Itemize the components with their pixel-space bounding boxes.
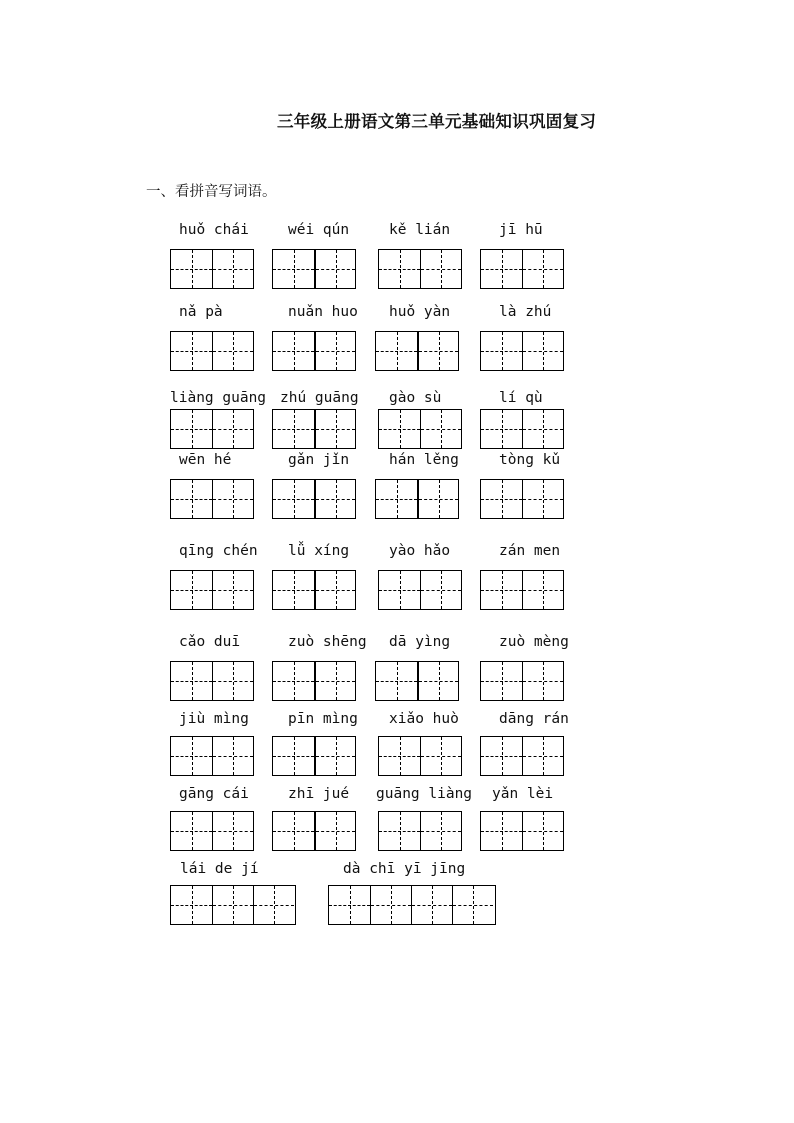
pinyin-label: yào hǎo bbox=[389, 543, 451, 559]
writing-cell[interactable] bbox=[212, 250, 253, 288]
writing-cell[interactable] bbox=[481, 410, 522, 448]
writing-cell[interactable] bbox=[314, 662, 355, 700]
writing-cell[interactable] bbox=[411, 886, 452, 924]
writing-boxes[interactable] bbox=[272, 331, 356, 371]
writing-cell[interactable] bbox=[420, 812, 461, 850]
writing-cell[interactable] bbox=[212, 886, 253, 924]
writing-boxes[interactable] bbox=[480, 331, 564, 371]
writing-cell[interactable] bbox=[212, 480, 253, 518]
pinyin-label: là zhú bbox=[499, 304, 552, 320]
writing-cell[interactable] bbox=[212, 662, 253, 700]
pinyin-label: huǒ chái bbox=[179, 222, 249, 238]
pinyin-label: kě lián bbox=[389, 222, 451, 238]
pinyin-label: lái de jí bbox=[180, 861, 259, 877]
pinyin-label: gào sù bbox=[389, 390, 442, 406]
writing-cell[interactable] bbox=[522, 480, 563, 518]
writing-boxes[interactable] bbox=[480, 661, 564, 701]
writing-cell[interactable] bbox=[273, 812, 314, 850]
pinyin-label: gāng cái bbox=[179, 786, 249, 802]
writing-cell[interactable] bbox=[314, 410, 355, 448]
writing-cell[interactable] bbox=[481, 737, 522, 775]
writing-cell[interactable] bbox=[420, 571, 461, 609]
pinyin-label: liàng guāng bbox=[170, 390, 267, 406]
writing-cell[interactable] bbox=[314, 571, 355, 609]
pinyin-label: nuǎn huo bbox=[288, 304, 358, 320]
writing-boxes[interactable] bbox=[170, 570, 254, 610]
writing-cell[interactable] bbox=[171, 737, 212, 775]
writing-cell[interactable] bbox=[522, 662, 563, 700]
writing-boxes[interactable] bbox=[272, 811, 356, 851]
pinyin-label: guāng liàng bbox=[376, 786, 473, 802]
writing-cell[interactable] bbox=[314, 737, 355, 775]
writing-boxes[interactable] bbox=[480, 736, 564, 776]
pinyin-label: hán lěng bbox=[389, 452, 459, 468]
writing-cell[interactable] bbox=[420, 410, 461, 448]
writing-cell[interactable] bbox=[379, 250, 420, 288]
writing-cell[interactable] bbox=[452, 886, 493, 924]
pinyin-label: jī hū bbox=[499, 222, 543, 238]
writing-boxes[interactable] bbox=[480, 409, 564, 449]
writing-cell[interactable] bbox=[273, 480, 314, 518]
writing-boxes[interactable] bbox=[375, 661, 459, 701]
pinyin-label: xiǎo huò bbox=[389, 711, 459, 727]
writing-cell[interactable] bbox=[212, 737, 253, 775]
pinyin-label: wéi qún bbox=[288, 222, 350, 238]
writing-cell[interactable] bbox=[481, 250, 522, 288]
pinyin-label: lǚ xíng bbox=[288, 543, 350, 559]
writing-boxes[interactable] bbox=[272, 409, 356, 449]
writing-cell[interactable] bbox=[417, 332, 458, 370]
writing-cell[interactable] bbox=[314, 332, 355, 370]
writing-cell[interactable] bbox=[212, 410, 253, 448]
writing-boxes[interactable] bbox=[272, 249, 356, 289]
writing-boxes[interactable] bbox=[170, 479, 254, 519]
writing-cell[interactable] bbox=[171, 886, 212, 924]
writing-cell[interactable] bbox=[273, 571, 314, 609]
writing-boxes[interactable] bbox=[328, 885, 496, 925]
pinyin-label: zán men bbox=[499, 543, 561, 559]
pinyin-label: pīn mìng bbox=[288, 711, 358, 727]
writing-cell[interactable] bbox=[379, 812, 420, 850]
writing-cell[interactable] bbox=[329, 886, 370, 924]
writing-boxes[interactable] bbox=[378, 736, 462, 776]
writing-boxes[interactable] bbox=[480, 479, 564, 519]
writing-cell[interactable] bbox=[273, 332, 314, 370]
pinyin-label: jiù mìng bbox=[179, 711, 249, 727]
writing-cell[interactable] bbox=[171, 480, 212, 518]
writing-boxes[interactable] bbox=[272, 736, 356, 776]
writing-cell[interactable] bbox=[522, 410, 563, 448]
writing-cell[interactable] bbox=[417, 662, 458, 700]
writing-cell[interactable] bbox=[370, 886, 411, 924]
writing-cell[interactable] bbox=[212, 812, 253, 850]
writing-cell[interactable] bbox=[171, 410, 212, 448]
pinyin-label: tòng kǔ bbox=[499, 452, 561, 468]
pinyin-label: qīng chén bbox=[179, 543, 258, 559]
writing-boxes[interactable] bbox=[480, 811, 564, 851]
writing-boxes[interactable] bbox=[170, 331, 254, 371]
writing-cell[interactable] bbox=[273, 410, 314, 448]
section-heading-pinyin: 一、看拼音写词语。 bbox=[146, 184, 277, 200]
writing-cell[interactable] bbox=[481, 812, 522, 850]
writing-cell[interactable] bbox=[212, 571, 253, 609]
writing-boxes[interactable] bbox=[378, 409, 462, 449]
writing-cell[interactable] bbox=[376, 332, 417, 370]
pinyin-label: nǎ pà bbox=[179, 304, 223, 320]
writing-boxes[interactable] bbox=[378, 811, 462, 851]
writing-boxes[interactable] bbox=[170, 885, 296, 925]
writing-cell[interactable] bbox=[522, 737, 563, 775]
writing-cell[interactable] bbox=[481, 662, 522, 700]
writing-boxes[interactable] bbox=[480, 570, 564, 610]
writing-cell[interactable] bbox=[171, 250, 212, 288]
writing-cell[interactable] bbox=[379, 737, 420, 775]
writing-cell[interactable] bbox=[481, 571, 522, 609]
writing-cell[interactable] bbox=[314, 480, 355, 518]
writing-cell[interactable] bbox=[420, 737, 461, 775]
pinyin-label: huǒ yàn bbox=[389, 304, 451, 320]
writing-cell[interactable] bbox=[481, 480, 522, 518]
writing-cell[interactable] bbox=[522, 250, 563, 288]
writing-cell[interactable] bbox=[314, 812, 355, 850]
writing-cell[interactable] bbox=[171, 571, 212, 609]
pinyin-label: dāng rán bbox=[499, 711, 569, 727]
pinyin-label: zhú guāng bbox=[280, 390, 359, 406]
pinyin-label: zhī jué bbox=[288, 786, 350, 802]
writing-boxes[interactable] bbox=[272, 479, 356, 519]
writing-boxes[interactable] bbox=[378, 249, 462, 289]
writing-cell[interactable] bbox=[379, 410, 420, 448]
writing-boxes[interactable] bbox=[480, 249, 564, 289]
writing-cell[interactable] bbox=[522, 332, 563, 370]
writing-cell[interactable] bbox=[273, 250, 314, 288]
pinyin-label: gǎn jǐn bbox=[288, 452, 350, 468]
writing-cell[interactable] bbox=[379, 571, 420, 609]
writing-cell[interactable] bbox=[273, 737, 314, 775]
writing-cell[interactable] bbox=[253, 886, 294, 924]
writing-boxes[interactable] bbox=[375, 479, 459, 519]
writing-boxes[interactable] bbox=[170, 736, 254, 776]
pinyin-label: dā yìng bbox=[389, 634, 451, 650]
writing-boxes[interactable] bbox=[378, 570, 462, 610]
writing-boxes[interactable] bbox=[170, 661, 254, 701]
pinyin-label: dà chī yī jīng bbox=[343, 861, 466, 877]
page-title: 三年级上册语文第三单元基础知识巩固复习 bbox=[277, 112, 597, 131]
writing-cell[interactable] bbox=[273, 662, 314, 700]
pinyin-label: yǎn lèi bbox=[492, 786, 554, 802]
writing-boxes[interactable] bbox=[272, 661, 356, 701]
writing-cell[interactable] bbox=[522, 812, 563, 850]
writing-boxes[interactable] bbox=[170, 811, 254, 851]
writing-cell[interactable] bbox=[171, 662, 212, 700]
pinyin-label: lí qù bbox=[499, 390, 543, 406]
writing-cell[interactable] bbox=[417, 480, 458, 518]
writing-cell[interactable] bbox=[420, 250, 461, 288]
writing-cell[interactable] bbox=[481, 332, 522, 370]
writing-cell[interactable] bbox=[171, 812, 212, 850]
writing-cell[interactable] bbox=[171, 332, 212, 370]
pinyin-label: zuò mèng bbox=[499, 634, 569, 650]
pinyin-label: wēn hé bbox=[179, 452, 232, 468]
writing-cell[interactable] bbox=[314, 250, 355, 288]
pinyin-label: cǎo duī bbox=[179, 634, 241, 650]
writing-cell[interactable] bbox=[376, 480, 417, 518]
writing-boxes[interactable] bbox=[170, 249, 254, 289]
writing-cell[interactable] bbox=[212, 332, 253, 370]
pinyin-label: zuò shēng bbox=[288, 634, 367, 650]
writing-cell[interactable] bbox=[376, 662, 417, 700]
writing-cell[interactable] bbox=[522, 571, 563, 609]
writing-boxes[interactable] bbox=[272, 570, 356, 610]
writing-boxes[interactable] bbox=[170, 409, 254, 449]
writing-boxes[interactable] bbox=[375, 331, 459, 371]
